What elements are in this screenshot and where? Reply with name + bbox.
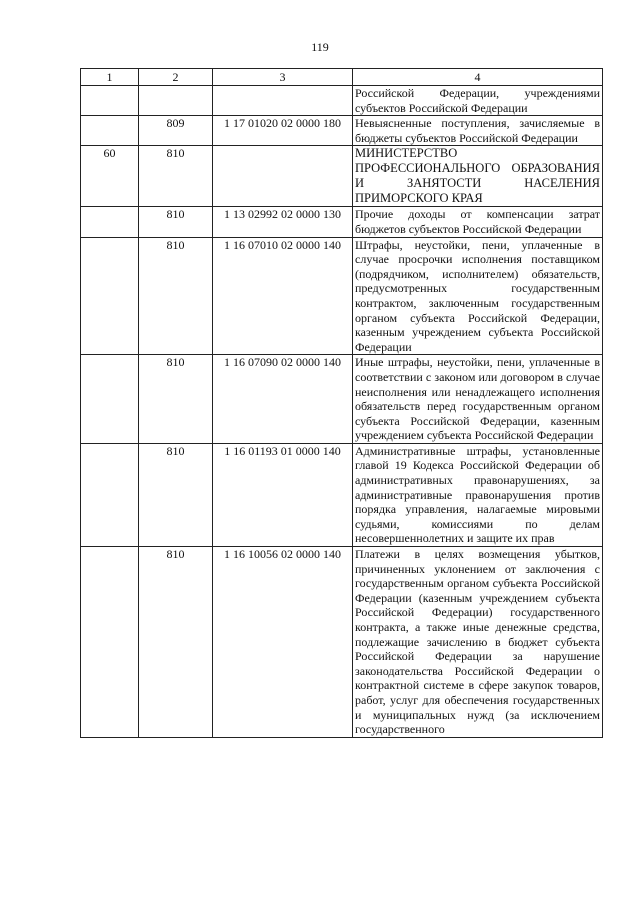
header-col-3: 3 <box>213 69 353 86</box>
admin-code-cell: 809 <box>139 116 213 146</box>
description-cell: Административные штрафы, установленные главой 19 Кодекса Российской Федерации об административных правонарушениях, за административные правонарушения против порядка управления, налагаемые мировыми судьями, комиссиями по делам несовершеннолетних и защите их прав <box>353 443 603 546</box>
revenue-code-cell: 1 16 01193 01 0000 140 <box>213 443 353 546</box>
admin-code-cell: 810 <box>139 207 213 237</box>
row-number-cell <box>81 355 139 444</box>
table-row <box>81 86 603 116</box>
table-row <box>81 237 603 355</box>
row-number-cell <box>81 116 139 146</box>
header-col-2: 2 <box>139 69 213 86</box>
revenue-code-cell <box>213 146 353 207</box>
admin-code-cell: 810 <box>139 547 213 738</box>
admin-code-cell <box>139 86 213 116</box>
row-number-cell <box>81 237 139 355</box>
admin-code-cell: 810 <box>139 355 213 444</box>
header-col-1: 1 <box>81 69 139 86</box>
revenue-code-cell: 1 16 10056 02 0000 140 <box>213 547 353 738</box>
admin-code-cell: 810 <box>139 237 213 355</box>
table-header-row <box>81 69 603 86</box>
revenue-code-cell: 1 13 02992 02 0000 130 <box>213 207 353 237</box>
table-row <box>81 116 603 146</box>
table-row <box>81 443 603 546</box>
table-row <box>81 207 603 237</box>
row-number-cell <box>81 443 139 546</box>
row-number-cell <box>81 547 139 738</box>
admin-code-cell: 810 <box>139 443 213 546</box>
row-number-cell <box>81 207 139 237</box>
ministry-name-cell: МИНИСТЕРСТВО ПРОФЕССИОНАЛЬНОГО ОБРАЗОВАНИЯ И ЗАНЯТОСТИ НАСЕЛЕНИЯ ПРИМОРСКОГО КРАЯ <box>353 146 603 207</box>
row-number-cell: 60 <box>81 146 139 207</box>
revenue-code-cell: 1 16 07010 02 0000 140 <box>213 237 353 355</box>
revenue-code-cell <box>213 86 353 116</box>
admin-code-cell: 810 <box>139 146 213 207</box>
header-col-4: 4 <box>353 69 603 86</box>
revenue-code-cell: 1 17 01020 02 0000 180 <box>213 116 353 146</box>
description-cell: Невыясненные поступления, зачисляемые в бюджеты субъектов Российской Федерации <box>353 116 603 146</box>
description-cell: Российской Федерации, учреждениями субъектов Российской Федерации <box>353 86 603 116</box>
revenue-code-cell: 1 16 07090 02 0000 140 <box>213 355 353 444</box>
page-number: 119 <box>311 40 329 54</box>
table-row <box>81 355 603 444</box>
description-cell: Иные штрафы, неустойки, пени, уплаченные в соответствии с законом или договором в случае неисполнения или ненадлежащего исполнения обязательств перед государственным органом субъекта Российской Федерации, казенным учреждением субъекта Российской Федерации <box>353 355 603 444</box>
description-cell: Штрафы, неустойки, пени, уплаченные в случае просрочки исполнения поставщиком (подрядчиком, исполнителем) обязательств, предусмотренных государственным контрактом, заключенным государственным органом субъекта Российской Федерации, казенным учреждением субъекта Российской Федерации <box>353 237 603 355</box>
budget-classification-table <box>80 68 603 738</box>
description-cell: Прочие доходы от компенсации затрат бюджетов субъектов Российской Федерации <box>353 207 603 237</box>
table-row <box>81 547 603 738</box>
description-cell: Платежи в целях возмещения убытков, причиненных уклонением от заключения с государственным органом субъекта Российской Федерации (казенным учреждением субъекта Российской Федерации) государственного контракта, а также иные денежные средства, подлежащие зачислению в бюджет субъекта Российской Федерации за нарушение законодательства Российской Федерации о контрактной системе в сфере закупок товаров, работ, услуг для обеспечения государственных и муниципальных нужд (за исключением государственного <box>353 547 603 738</box>
table-row <box>81 146 603 207</box>
row-number-cell <box>81 86 139 116</box>
